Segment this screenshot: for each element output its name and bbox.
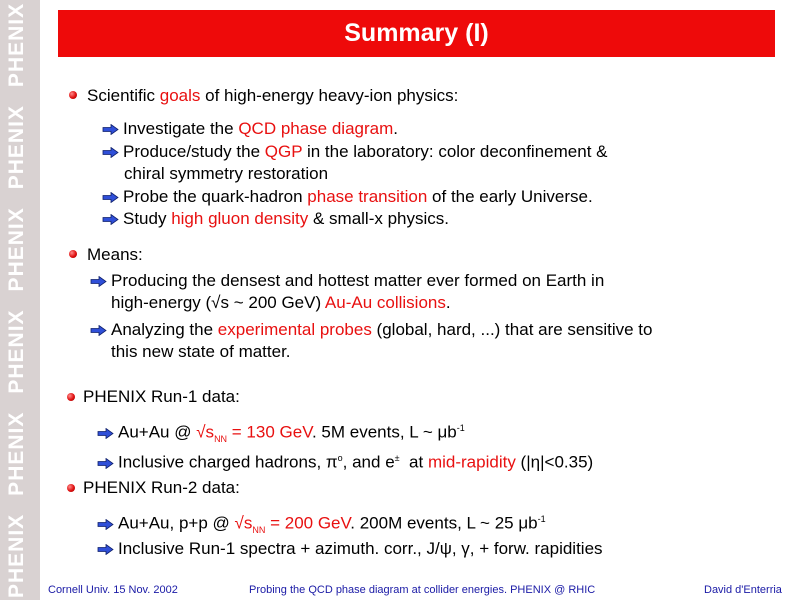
text: η	[530, 452, 541, 472]
text: Investigate the	[123, 119, 239, 138]
superscript: o	[337, 453, 343, 463]
text: at	[399, 452, 428, 472]
title-bar	[58, 10, 775, 57]
text: π	[325, 452, 338, 472]
bullet-icon	[67, 484, 75, 492]
arrow-icon	[90, 276, 107, 287]
watermark-word: PHENIX	[5, 411, 28, 496]
text: Probe the quark-hadron	[123, 187, 308, 206]
text: μb	[518, 513, 538, 533]
means-heading: Means:	[87, 245, 143, 264]
watermark-word: PHENIX	[5, 207, 28, 292]
text: .	[445, 293, 451, 312]
highlight: Au-Au collisions	[324, 293, 446, 312]
run2-item	[97, 538, 603, 560]
watermark-word: PHENIX	[5, 2, 28, 88]
footer-center: Probing the QCD phase diagram at collider energies. PHENIX @ RHIC	[249, 584, 596, 596]
subscript: NN	[214, 434, 228, 445]
bullet-icon	[67, 393, 75, 401]
highlight: QGP	[264, 142, 303, 161]
arrow-icon	[102, 192, 119, 203]
text: Scientific	[87, 86, 160, 105]
watermark-word: PHENIX	[5, 105, 28, 190]
text: (global, hard, ...) that are sensitive to	[371, 320, 653, 339]
arrow-icon	[97, 544, 114, 555]
subscript: NN	[252, 525, 266, 536]
text: Producing the densest and hottest matter ever formed on Earth in	[111, 271, 605, 290]
run1-item	[97, 417, 465, 450]
text: (|	[515, 452, 531, 472]
text: |<0.35)	[540, 452, 594, 472]
watermark-word: PHENIX	[5, 513, 28, 598]
highlight: phase transition	[307, 187, 428, 206]
text: Study	[123, 209, 172, 228]
means-item-continuation	[111, 292, 451, 314]
goals-item	[102, 186, 593, 208]
goals-item-continuation: chiral symmetry restoration	[124, 164, 329, 183]
superscript: ±	[394, 453, 400, 463]
text: high-energy (√s ~ 200 GeV)	[111, 293, 325, 312]
watermark-word: PHENIX	[5, 309, 28, 394]
text: of the early Universe.	[427, 187, 593, 206]
highlight: = 130 GeV	[227, 422, 312, 442]
run2-heading: PHENIX Run-2 data:	[83, 478, 240, 497]
footer-left: Cornell Univ. 15 Nov. 2002	[48, 584, 178, 596]
goals-item	[102, 118, 398, 140]
run1-heading: PHENIX Run-1 data:	[83, 387, 240, 406]
page-title: Summary (I)	[344, 19, 489, 47]
bullet-icon	[69, 91, 77, 99]
arrow-icon	[102, 124, 119, 135]
arrow-icon	[102, 147, 119, 158]
sidebar-watermark	[0, 0, 40, 600]
text: Produce/study the	[123, 142, 265, 161]
highlight: QCD phase diagram	[238, 119, 394, 138]
highlight: √s	[196, 422, 215, 442]
bullet-icon	[69, 250, 77, 258]
text: Analyzing the	[111, 320, 218, 339]
superscript: -1	[537, 514, 546, 524]
text: . 5M events, L ~	[311, 422, 438, 442]
goals-item	[102, 208, 449, 230]
text: Au+Au, p+p @	[118, 513, 235, 533]
arrow-icon	[90, 325, 107, 336]
text: of high-energy heavy-ion physics:	[200, 86, 459, 105]
sidebar-watermark-text	[5, 0, 29, 598]
text: Inclusive charged hadrons,	[118, 452, 326, 472]
means-item-continuation: this new state of matter.	[111, 342, 291, 361]
text: μb	[437, 422, 457, 442]
arrow-icon	[97, 519, 114, 530]
superscript: -1	[456, 423, 465, 433]
means-item	[90, 319, 652, 341]
highlight: high gluon density	[171, 209, 309, 228]
text: .	[393, 119, 399, 138]
footer-right: David d'Enterria	[704, 584, 782, 596]
highlight: goals	[159, 86, 201, 105]
run1-item	[97, 447, 593, 474]
goals-heading	[87, 85, 458, 107]
highlight: = 200 GeV	[265, 513, 351, 533]
goals-item	[102, 141, 607, 163]
means-item	[90, 270, 604, 292]
highlight: experimental probes	[217, 320, 372, 339]
text: in the laboratory: color deconfinement &	[302, 142, 608, 161]
arrow-icon	[102, 214, 119, 225]
text: Au+Au @	[118, 422, 197, 442]
run2-item	[97, 508, 546, 541]
arrow-icon	[97, 458, 114, 469]
text: & small-x physics.	[308, 209, 449, 228]
text: Inclusive Run-1 spectra + azimuth. corr., J/ψ, γ, + forw. rapidities	[118, 539, 603, 558]
highlight: √s	[234, 513, 253, 533]
highlight: mid-rapidity	[427, 452, 516, 472]
text: , and e	[342, 452, 395, 472]
arrow-icon	[97, 428, 114, 439]
text: . 200M events, L ~ 25	[350, 513, 519, 533]
